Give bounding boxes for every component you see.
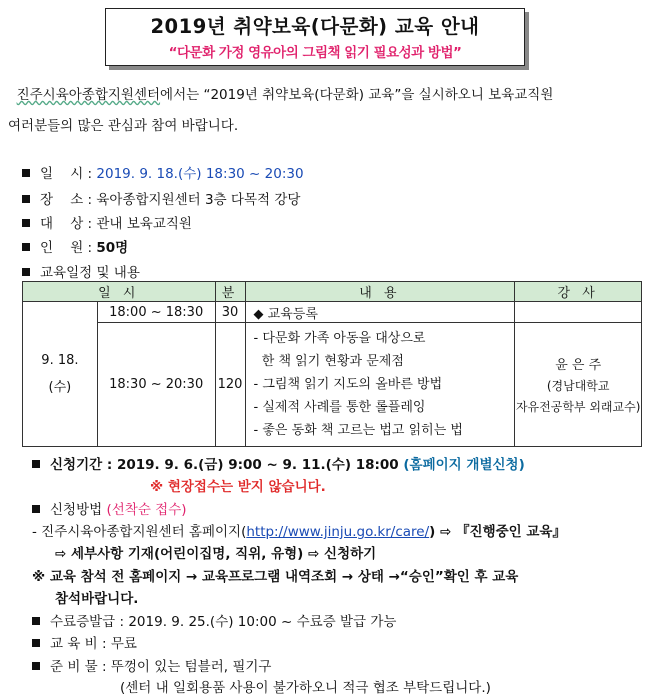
- bullet-square-icon: [22, 169, 30, 177]
- info-target-value: 관내 보육교직원: [96, 216, 192, 232]
- lecturer-cell: [515, 323, 642, 447]
- content-item: - 실제적 사례를 통한 롤플레잉: [253, 400, 426, 415]
- info-people-value: 50명: [96, 240, 129, 256]
- table-row: [23, 323, 642, 447]
- info-date: 일 시 : 2019. 9. 18.(수) 18:30 ~ 20:30: [22, 162, 304, 182]
- row2-minutes: 120: [215, 323, 245, 447]
- lecturer-name: 윤 은 주: [555, 358, 602, 373]
- apply-period-value: 2019. 9. 6.(금) 9:00 ~ 9. 11.(수) 18:00: [116, 457, 399, 473]
- intro-paragraph: [8, 80, 648, 142]
- apply-method: [32, 498, 187, 518]
- bullet-square-icon: [22, 243, 30, 251]
- date-line1: 9. 18.: [41, 353, 79, 368]
- table-header-row: [23, 282, 642, 302]
- lecturer-school: (경남대학교: [546, 379, 610, 393]
- bullet-square-icon: [32, 639, 40, 647]
- info-place-value: 육아종합지원센터 3층 다목적 강당: [96, 192, 301, 208]
- date-line2: (수): [48, 380, 72, 395]
- apply-method-line2: ⇨ 세부사항 기재(어린이집명, 직위, 유형) ⇨ 신청하기: [55, 546, 377, 562]
- notice-line1: ※ 교육 참석 전 홈페이지 → 교육프로그램 내역조회 → 상태 →“승인”확인 후 교육: [32, 569, 519, 585]
- bullet-square-icon: [32, 460, 40, 468]
- table-header: 강 사: [515, 282, 642, 302]
- info-schedule: [22, 261, 140, 281]
- info-schedule-label: 교육일정 및 내용: [40, 265, 140, 281]
- title-box: [105, 8, 525, 66]
- method-text: - 진주시육아종합지원센터 홈페이지(: [32, 524, 247, 540]
- info-place: 장 소 : 육아종합지원센터 3층 다목적 강당: [22, 188, 300, 208]
- lecturer-dept: 자유전공학부 외래교수): [515, 400, 641, 414]
- table-header: 내 용: [245, 282, 515, 302]
- bullet-square-icon: [22, 195, 30, 203]
- row1-time: 18:00 ~ 18:30: [97, 302, 215, 323]
- apply-method-line1: [32, 520, 566, 540]
- row2-time: 18:30 ~ 20:30: [97, 323, 215, 447]
- bullet-square-icon: [32, 505, 40, 513]
- page-subtitle: “다문화 가정 영유아의 그림책 읽기 필요성과 방법”: [168, 45, 462, 61]
- info-people-label: 인 원: [40, 240, 84, 256]
- intro-org: 진주시육아종합지원센터: [16, 87, 161, 103]
- row2-content: [245, 323, 515, 447]
- row1-lecturer: [515, 302, 642, 323]
- content-item: - 그림책 읽기 지도의 올바른 방법: [253, 377, 443, 392]
- info-date-label: 일 시: [40, 166, 84, 182]
- info-target-label: 대 상: [40, 216, 84, 232]
- info-target: 대 상 : 관내 보육교직원: [22, 212, 192, 232]
- fee: [32, 632, 137, 652]
- content-item: - 다문화 가족 아동을 대상으로: [253, 331, 426, 346]
- row1-content: ◆ 교육등록: [245, 302, 515, 323]
- table-header: 분: [215, 282, 245, 302]
- schedule-date: [23, 302, 98, 447]
- apply-method-note: (선착순 접수): [106, 502, 187, 518]
- apply-period: [32, 453, 525, 473]
- content-item: 한 책 읽기 현황과 문제점: [253, 354, 404, 369]
- onsite-notice: ※ 현장접수는 받지 않습니다.: [150, 479, 326, 495]
- apply-period-note: (홈페이지 개별신청): [403, 457, 525, 473]
- apply-method-label: 신청방법: [50, 502, 103, 518]
- schedule-table: [22, 281, 642, 447]
- prep-value: 뚜껑이 있는 텀블러, 필기구: [110, 659, 272, 675]
- apply-period-label: 신청기간 :: [50, 457, 117, 473]
- bullet-square-icon: [32, 617, 40, 625]
- page-title: 2019년 취약보육(다문화) 교육 안내: [150, 15, 480, 38]
- cert-label: 수료증발급 :: [50, 614, 129, 630]
- info-date-value: 2019. 9. 18.(수) 18:30 ~ 20:30: [96, 166, 304, 182]
- prep-label: 준 비 물 :: [50, 659, 111, 675]
- fee-label: 교 육 비 :: [50, 636, 111, 652]
- bullet-square-icon: [22, 219, 30, 227]
- cert-value: 2019. 9. 25.(수) 10:00 ~ 수료증 발급 가능: [128, 614, 397, 630]
- notice-line2: 참석바랍니다.: [55, 591, 139, 607]
- fee-value: 무료: [110, 636, 137, 652]
- prep-note: (센터 내 일회용품 사용이 불가하오니 적극 협조 부탁드립니다.): [120, 680, 491, 696]
- table-header: 일 시: [23, 282, 216, 302]
- row1-minutes: 30: [215, 302, 245, 323]
- bullet-square-icon: [32, 662, 40, 670]
- certificate: [32, 610, 396, 630]
- info-place-label: 장 소: [40, 192, 84, 208]
- preparation: [32, 655, 271, 675]
- table-row: [23, 302, 642, 323]
- intro-line1: 에서는 “2019년 취약보육(다문화) 교육”을 실시하오니 보육교직원: [160, 87, 554, 103]
- bullet-square-icon: [22, 268, 30, 276]
- intro-line2: 여러분들의 많은 관심과 참여 바랍니다.: [8, 118, 239, 134]
- content-item: - 좋은 동화 책 고르는 법고 읽히는 법: [253, 423, 463, 438]
- method-text: ) ⇨ 『진행중인 교육』: [429, 524, 566, 540]
- homepage-link[interactable]: http://www.jinju.go.kr/care/: [246, 524, 430, 540]
- info-people: 인 원 : 50명: [22, 236, 128, 256]
